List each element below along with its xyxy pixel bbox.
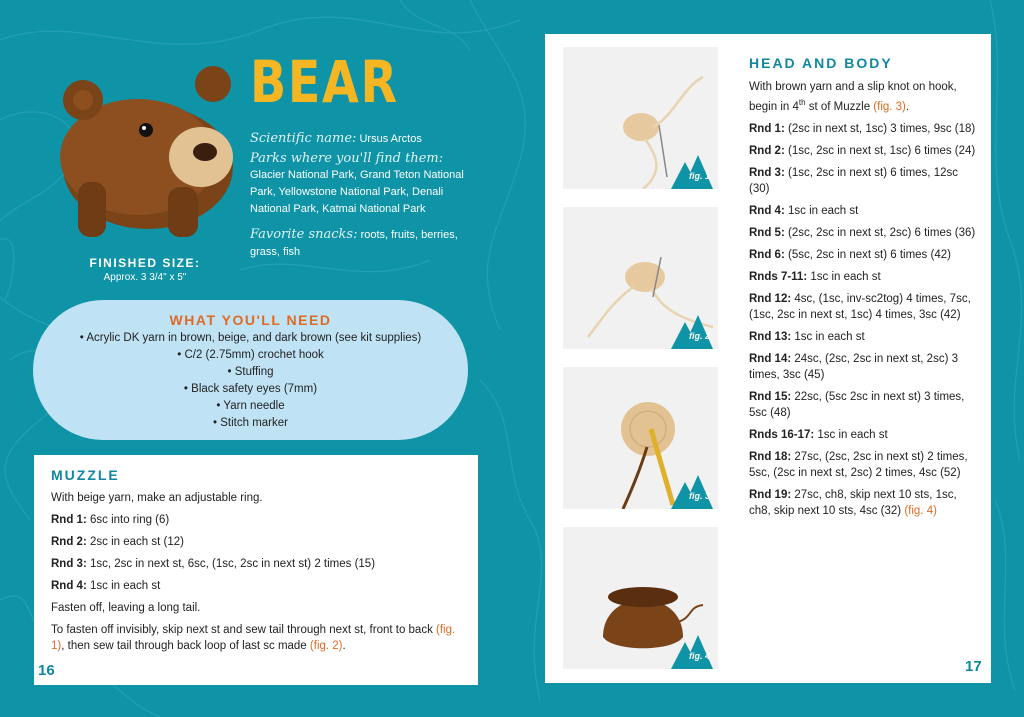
round-label: Rnd 18: [749,450,792,463]
body-round [749,143,979,159]
round-text: 1sc in each st [794,330,865,343]
body-round [749,247,979,263]
body-round [749,203,979,219]
supplies-title: WHAT YOU'LL NEED [169,312,332,328]
body-round [749,389,979,421]
round-label: Rnd 4: [51,580,87,592]
page-title: BEAR [250,48,399,116]
body-round [749,225,979,241]
figure-3 [563,367,718,509]
body-round [749,165,979,197]
body-round [749,121,979,137]
round-text: 24sc, (2sc, 2sc in next st, 2sc) 3 times, 3sc (45) [749,352,958,381]
muzzle-card [34,455,478,685]
head-body-intro: With brown yarn and a slip knot on hook, begin in 4th st of Muzzle (fig. 3). [749,81,957,113]
supplies-list [33,330,468,432]
figure-2 [563,207,718,349]
figure-1-label: fig. 1 [688,171,710,181]
supply-item: • Black safety eyes (7mm) [33,381,468,398]
fig-1-reference: (fig. 1) [51,624,456,652]
muzzle-round [51,534,461,550]
finished-size-label: FINISHED SIZE: [89,256,201,270]
supply-item: • Stitch marker [33,415,468,432]
supply-item: • Yarn needle [33,398,468,415]
round-label: Rnds 7-11: [749,270,808,283]
round-label: Rnd 1: [749,122,785,135]
snacks-label: Favorite snacks: [250,227,358,242]
supplies-panel [33,300,468,440]
round-label: Rnd 12: [749,292,792,305]
body-round [749,269,979,285]
round-text: (2sc, 2sc in next st, 2sc) 6 times (36) [787,226,976,239]
round-text: (2sc in next st, 1sc) 3 times, 9sc (18) [787,122,976,135]
round-label: Rnd 2: [749,144,785,157]
muzzle-round [51,578,461,594]
figure-2-label: fig. 2 [688,331,710,341]
round-text: 1sc in each st [817,428,888,441]
body-round [749,291,979,323]
snacks-value: roots, fruits, berries, grass, fish [250,229,458,258]
body-round [749,329,979,345]
head-body-card [545,34,991,683]
figure-3-label: fig. 3 [688,491,710,501]
round-label: Rnd 19: [749,488,792,501]
figure-1 [563,47,718,189]
scientific-name-value: Ursus Arctos [359,133,422,145]
body-round [749,487,979,519]
round-label: Rnd 14: [749,352,792,365]
crochet-bear-photo [48,62,238,247]
round-text: 4sc, (1sc, inv-sc2tog) 4 times, 7sc, (1sc, 2sc in next st, 1sc) 4 times, 3sc (42) [749,292,971,321]
page-number-left: 16 [38,662,55,679]
muzzle-round [51,556,461,572]
fig-2-reference: (fig. 2) [309,640,343,652]
figure-4-label: fig. 4 [688,651,710,661]
supply-item: • Stuffing [33,364,468,381]
muzzle-round [51,512,461,528]
fig-4-reference: (fig. 4) [904,504,937,517]
round-label: Rnd 13: [749,330,792,343]
round-label: Rnd 3: [749,166,785,179]
round-text: 27sc, ch8, skip next 10 sts, 1sc, ch8, skip next 10 sts, 4sc (32) [749,488,957,517]
round-label: Rnd 4: [749,204,785,217]
supply-item: • Acrylic DK yarn in brown, beige, and dark brown (see kit supplies) [33,330,468,347]
finished-size [60,256,230,283]
round-label: Rnd 2: [51,536,87,548]
round-text: 22sc, (5sc 2sc in next st) 3 times, 5sc (48) [749,390,965,419]
muzzle-fasten: Fasten off, leaving a long tail. [51,602,201,614]
body-round [749,351,979,383]
round-label: Rnd 3: [51,558,87,570]
page-number-right: 17 [965,658,982,675]
muzzle-heading: MUZZLE [51,467,120,483]
supply-item: • C/2 (2.75mm) crochet hook [33,347,468,364]
fig-3-reference: (fig. 3) [873,100,906,113]
head-body-instructions [749,79,979,525]
round-text: 1sc in each st [810,270,881,283]
bear-facts [250,130,465,261]
head-body-heading: HEAD AND BODY [749,55,893,71]
round-text: (1sc, 2sc in next st, 1sc) 6 times (24) [787,144,976,157]
round-label: Rnd 6: [749,248,785,261]
body-round [749,427,979,443]
muzzle-instructions [51,490,461,660]
round-text: 6sc into ring (6) [89,514,170,526]
round-text: 27sc, (2sc, 2sc in next st) 2 times, 5sc, (2sc in next st, 2sc) 2 times, 4sc (52) [749,450,968,479]
round-text: 1sc in each st [787,204,859,217]
round-text: (5sc, 2sc in next st) 6 times (42) [787,248,951,261]
round-label: Rnd 5: [749,226,785,239]
parks-value: Glacier National Park, Grand Teton National Park, Yellowstone National Park, Denali National Park, Katmai National Park [250,169,464,215]
round-text: (1sc, 2sc in next st) 6 times, 12sc (30) [749,166,958,195]
round-text: 1sc in each st [89,580,161,592]
scientific-name-label: Scientific name: [250,131,357,146]
body-round [749,449,979,481]
finished-size-value: Approx. 3 3/4" x 5" [103,272,187,283]
muzzle-invisible-fasten: To fasten off invisibly, skip next st and sew tail through next st, front to back (fig. 1), then sew tail through back loop of last sc made (fig. 2). [51,624,456,652]
round-label: Rnds 16-17: [749,428,815,441]
muzzle-intro: With beige yarn, make an adjustable ring. [51,492,263,504]
round-label: Rnd 1: [51,514,87,526]
parks-label: Parks where you'll find them: [250,151,444,166]
round-text: 1sc, 2sc in next st, 6sc, (1sc, 2sc in next st) 2 times (15) [89,558,376,570]
round-label: Rnd 15: [749,390,792,403]
figure-4 [563,527,718,669]
round-text: 2sc in each st (12) [89,536,184,548]
